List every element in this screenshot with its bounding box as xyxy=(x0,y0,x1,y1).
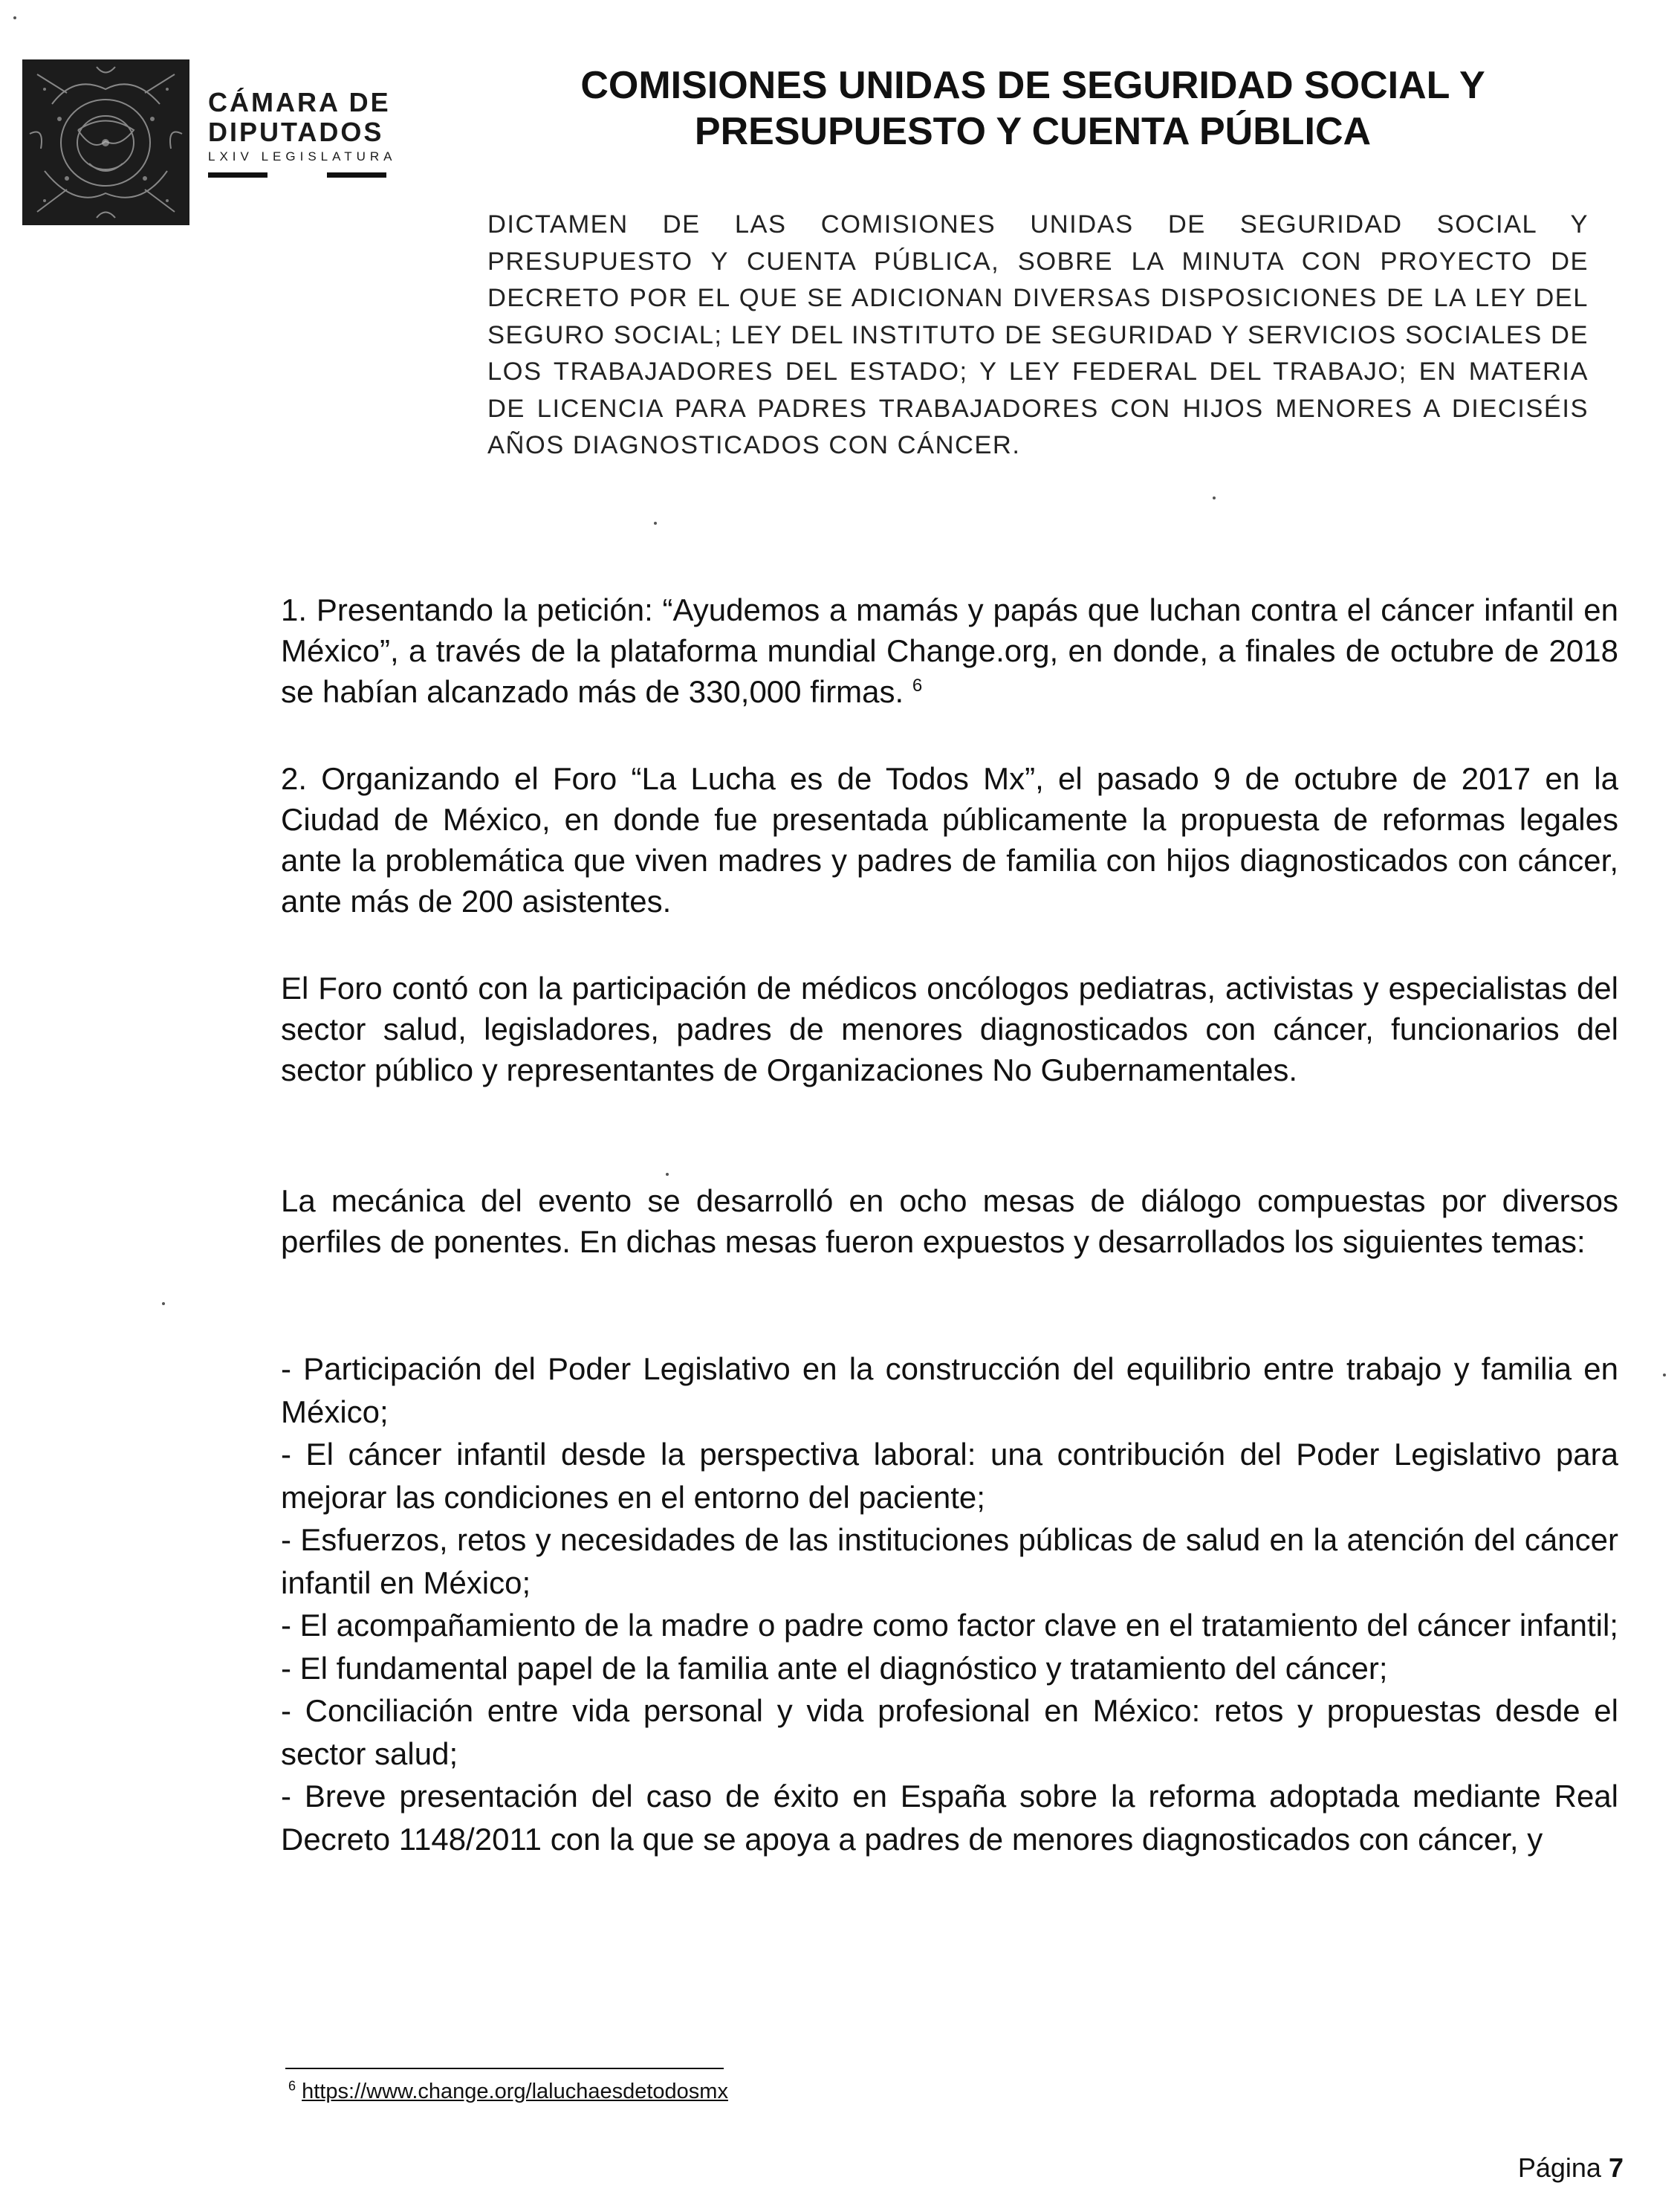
scan-speck xyxy=(1663,1374,1666,1376)
paragraph-mechanics: La mecánica del evento se desarrolló en ocho mesas de diálogo compuestas por diversos perfiles de ponentes. En dichas mesas fueron expuestos y desarrollados los siguientes temas: xyxy=(281,1183,1618,1259)
footnote xyxy=(288,2078,728,2105)
scan-speck xyxy=(162,1302,165,1305)
scan-speck xyxy=(1213,496,1216,499)
scan-speck xyxy=(654,522,657,525)
list-item: - Participación del Poder Legislativo en la construcción del equilibrio entre trabajo y familia en México; xyxy=(281,1351,1618,1429)
list-item: - El cáncer infantil desde la perspectiva laboral: una contribución del Poder Legislativo para mejorar las condiciones en el entorno del paciente; xyxy=(281,1437,1618,1515)
footnote-divider xyxy=(285,2068,724,2069)
seal-logo xyxy=(22,59,189,225)
title-line2: PRESUPUESTO Y CUENTA PÚBLICA xyxy=(694,110,1372,153)
list-item: - Breve presentación del caso de éxito en España sobre la reforma adoptada mediante Real Decreto 1148/2011 con la que se apoya a padres de menores diagnosticados con cáncer, y xyxy=(281,1779,1618,1857)
institution-bars xyxy=(208,172,401,178)
page-label: Página xyxy=(1517,2152,1601,2183)
institution-line2: DIPUTADOS xyxy=(208,117,384,147)
dictamen-summary: DICTAMEN DE LAS COMISIONES UNIDAS DE SEGURIDAD SOCIAL Y PRESUPUESTO Y CUENTA PÚBLICA, SOBRE LA MINUTA CON PROYECTO DE DECRETO POR EL QUE SE ADICIONAN DIVERSAS DISPOSICIONES DE LA LEY DEL SEGURO SOCIAL; LEY DEL INSTITUTO DE SEGURIDAD Y SERVICIOS SOCIALES DE LOS TRABAJADORES DEL ESTADO; Y LEY FEDERAL DEL TRABAJO; EN MATERIA DE LICENCIA PARA PADRES TRABAJADORES CON HIJOS MENORES A DIECISÉIS AÑOS DIAGNOSTICADOS CON CÁNCER. xyxy=(487,210,1589,459)
scan-speck xyxy=(13,16,16,19)
footnote-number: 6 xyxy=(288,2078,296,2094)
paragraph-petition xyxy=(281,589,1618,712)
document-title xyxy=(446,62,1620,155)
paragraph-participants: El Foro contó con la participación de médicos oncólogos pediatras, activistas y especialistas del sector salud, legisladores, padres de menores diagnosticados con cáncer, funcionarios del sector público y representantes de Organizaciones No Gubernamentales. xyxy=(281,971,1618,1087)
page-number xyxy=(1518,2152,1624,2184)
list-item: - El acompañamiento de la madre o padre como factor clave en el tratamiento del cáncer infantil; xyxy=(281,1608,1618,1643)
paragraph-petition-text: 1. Presentando la petición: “Ayudemos a mamás y papás que luchan contra el cáncer infantil en México”, a través de la plataforma mundial Change.org, en donde, a finales de octubre de 2018 se habían alcanzado más de 330,000 firmas. xyxy=(281,592,1618,709)
list-item: - El fundamental papel de la familia ante el diagnóstico y tratamiento del cáncer; xyxy=(281,1650,1388,1686)
title-line1: COMISIONES UNIDAS DE SEGURIDAD SOCIAL Y xyxy=(580,64,1485,107)
institution-name xyxy=(208,88,401,178)
paragraph-forum: 2. Organizando el Foro “La Lucha es de Todos Mx”, el pasado 9 de octubre de 2017 en la Ciudad de México, en donde fue presentada públicamente la propuesta de reformas legales ante la problemática que viven madres y padres de familia con hijos diagnosticados con cáncer, ante más de 200 asistentes. xyxy=(281,761,1618,919)
list-item: - Conciliación entre vida personal y vida profesional en México: retos y propuestas desde el sector salud; xyxy=(281,1693,1618,1771)
legislature-label: LXIV LEGISLATURA xyxy=(208,149,397,164)
eagle-seal-icon xyxy=(22,59,189,225)
list-item: - Esfuerzos, retos y necesidades de las instituciones públicas de salud en la atención del cáncer infantil en México; xyxy=(281,1522,1618,1600)
footnote-ref: 6 xyxy=(912,676,923,696)
page-number-value: 7 xyxy=(1608,2152,1624,2183)
institution-line1: CÁMARA DE xyxy=(208,87,391,117)
topics-list xyxy=(281,1348,1618,1860)
footnote-link[interactable]: https://www.change.org/laluchaesdetodosmx xyxy=(302,2080,728,2103)
scan-speck xyxy=(666,1173,669,1176)
